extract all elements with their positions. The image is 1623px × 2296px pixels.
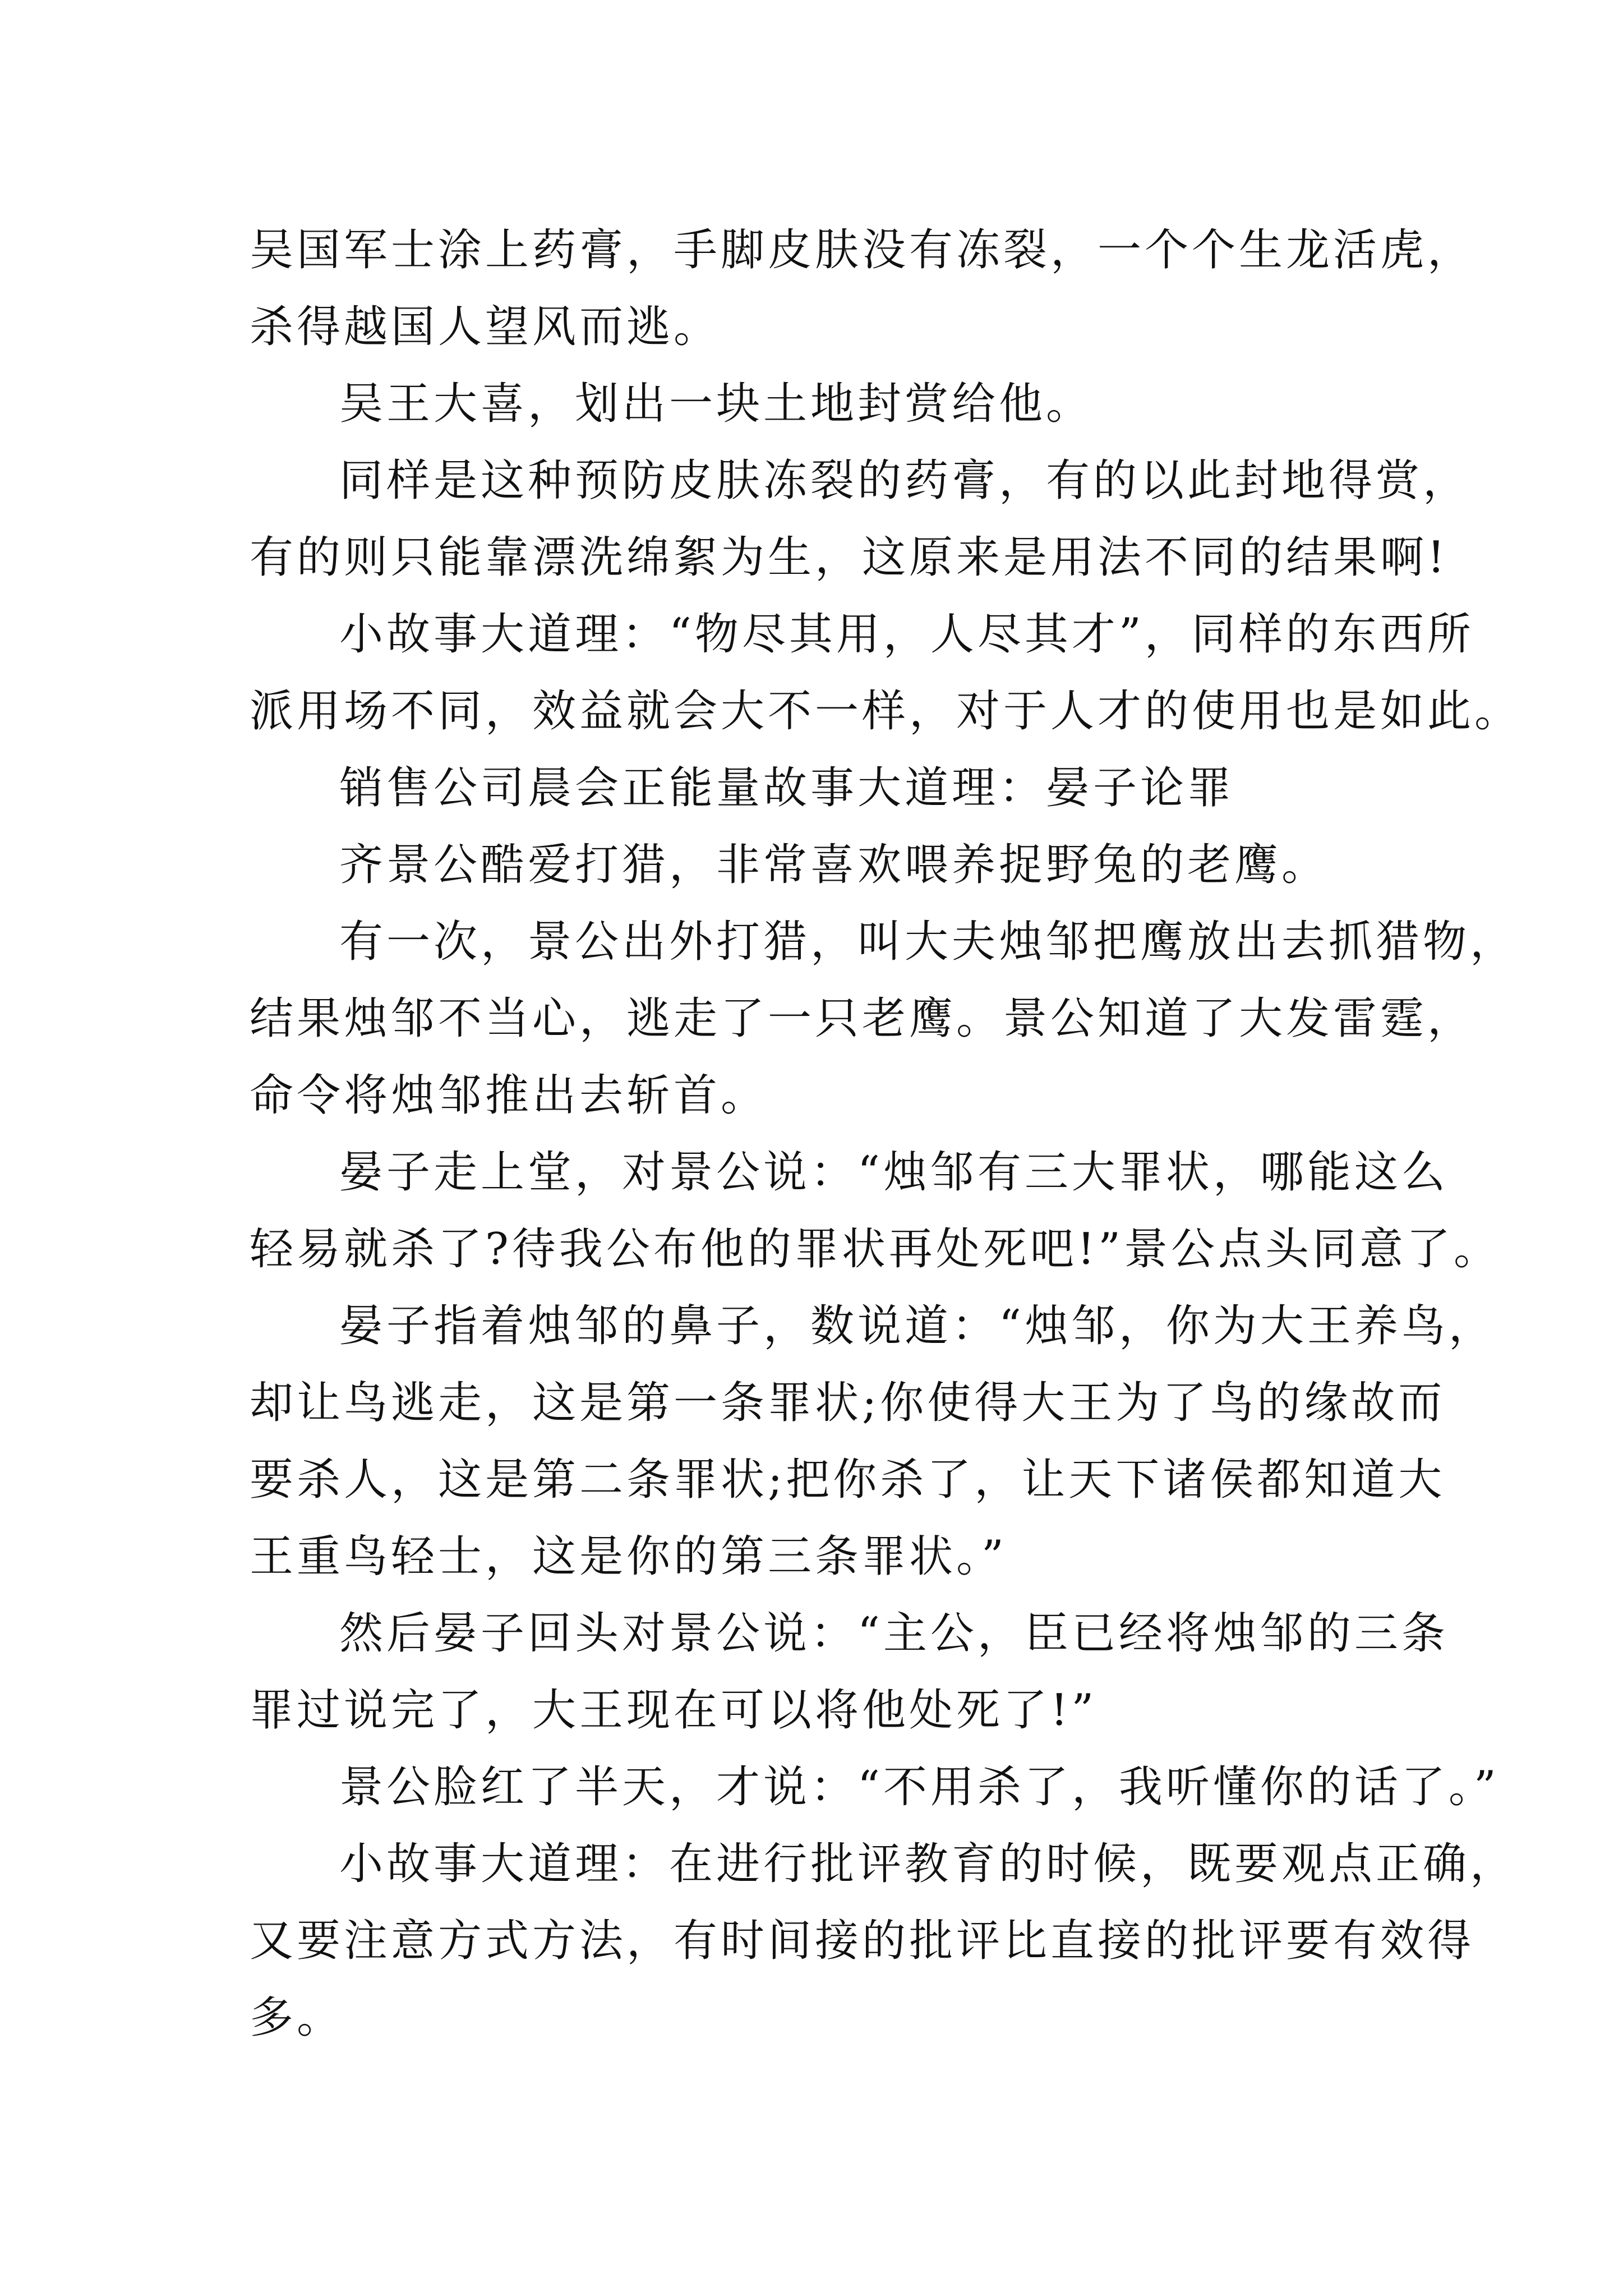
paragraph-12 [250,1826,1518,2056]
text-line: 多。 [250,1993,344,2043]
text-line: 派用场不同，效益就会大不一样，对于人才的使用也是如此。 [250,686,1522,737]
text-line: 有一次，景公出外打猎，叫大夫烛邹把鹰放出去抓猎物， [339,917,1518,967]
text-line: 有的则只能靠漂洗绵絮为生，这原来是用法不同的结果啊! [250,532,1449,583]
paragraph-6 [250,827,1405,904]
text-line: 命令将烛邹推出去斩首。 [250,1070,768,1121]
paragraph-10 [250,1595,1449,1749]
text-line: 同样是这种预防皮肤冻裂的药膏，有的以此封地得赏， [339,455,1470,506]
text-line: 结果烛邹不当心，逃走了一只老鹰。景公知道了大发雷霆， [250,993,1475,1044]
paragraph-8 [250,1134,1501,1288]
paragraph-9 [250,1288,1496,1595]
text-line: 小故事大道理：“物尽其用，人尽其才”，同样的东西所 [339,609,1474,660]
text-line: 轻易就杀了?待我公布他的罪状再处死吧!”景公点头同意了。 [250,1224,1501,1274]
text-line: 景公脸红了半天，才说：“不用杀了，我听懂你的话了。” [339,1762,1500,1812]
text-line: 然后晏子回头对景公说：“主公，臣已经将烛邹的三条 [339,1608,1449,1659]
text-line: 吴王大喜，划出一块土地封赏给他。 [339,379,1094,429]
paragraph-4 [250,596,1522,750]
paragraph-1 [250,212,1475,366]
text-line: 要杀人，这是第二条罪状;把你杀了，让天下诸侯都知道大 [250,1455,1446,1505]
paragraph-3 [250,443,1470,596]
text-line: 却让鸟逃走，这是第一条罪状;你使得大王为了鸟的缘故而 [250,1378,1446,1428]
text-line: 销售公司晨会正能量故事大道理：晏子论罪 [339,763,1235,813]
text-line: 又要注意方式方法，有时间接的批评比直接的批评要有效得 [250,1916,1475,1966]
paragraph-2 [250,366,1405,443]
paragraph-7 [250,904,1518,1134]
text-line: 王重鸟轻士，这是你的第三条罪状。” [250,1531,1007,1582]
text-line: 罪过说完了，大王现在可以将他处死了!” [250,1685,1098,1736]
text-line: 齐景公酷爱打猎，非常喜欢喂养捉野兔的老鹰。 [339,840,1329,890]
text-line: 晏子指着烛邹的鼻子，数说道：“烛邹，你为大王养鸟， [339,1301,1496,1351]
text-line: 吴国军士涂上药膏，手脚皮肤没有冻裂，一个个生龙活虎， [250,225,1475,275]
document-body [250,212,1522,2056]
paragraph-11 [250,1749,1500,1826]
text-line: 晏子走上堂，对景公说：“烛邹有三大罪状，哪能这么 [339,1147,1449,1198]
section-heading [250,750,1405,827]
text-line: 杀得越国人望风而逃。 [250,302,721,352]
text-line: 小故事大道理：在进行批评教育的时候，既要观点正确， [339,1839,1518,1889]
